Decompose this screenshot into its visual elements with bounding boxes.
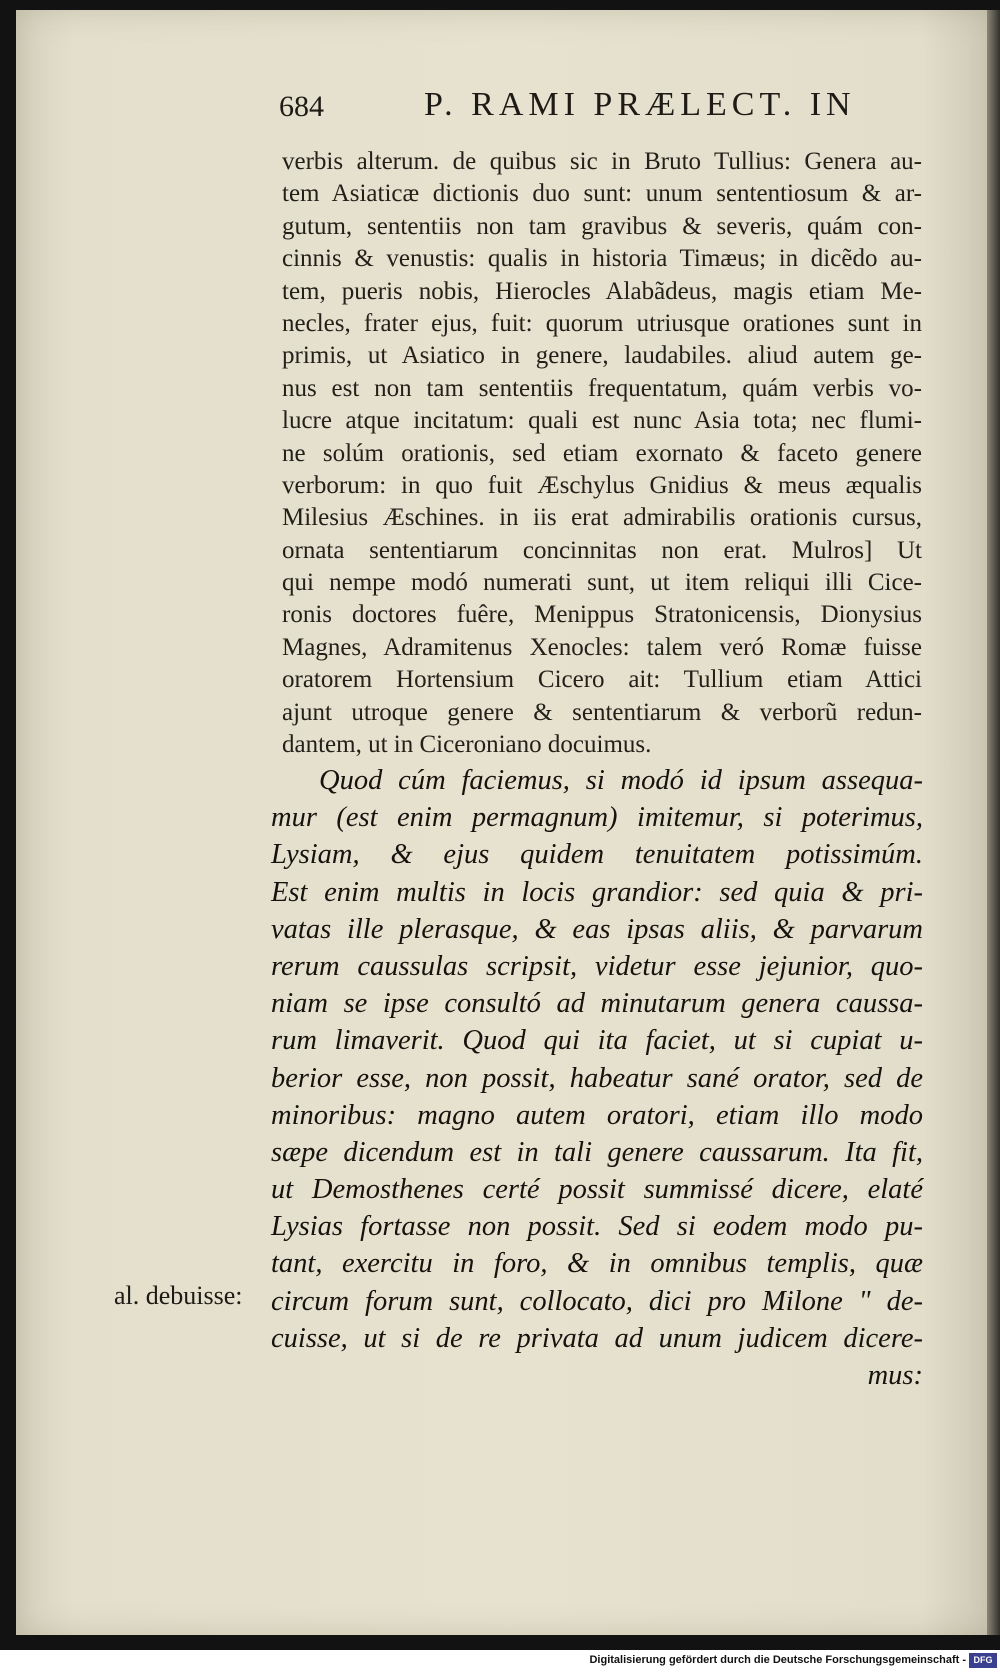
commentary-text — [282, 146, 922, 761]
page-header — [16, 86, 1000, 130]
commentary-line: Milesius Æschines. in iis erat admirabilis orationis cursus, — [282, 504, 922, 532]
dfg-logo: DFG — [969, 1653, 997, 1668]
commentary-line: verbis alterum. de quibus sic in Bruto Tullius: Genera au- — [282, 148, 922, 175]
text-line: Lysiam, & ejus quidem tenuitatem potissimúm. — [271, 839, 923, 871]
commentary-line: ornata sententiarum concinnitas non erat. Mulros] Ut — [282, 536, 922, 564]
text-line: sæpe dicendum est in tali genere caussarum. Ita fit, — [271, 1136, 923, 1168]
text-line: ut Demosthenes certé possit summissé dicere, elaté — [271, 1174, 923, 1206]
text-line: mur (est enim permagnum) imitemur, si poterimus, — [271, 802, 923, 834]
page-number: 684 — [279, 90, 324, 123]
commentary-line: ne solúm orationis, sed etiam exornato & faceto genere — [282, 439, 922, 467]
digitization-footer — [0, 1650, 1000, 1674]
marginal-note: al. debuisse: — [114, 1281, 243, 1310]
text-line: Lysias fortasse non possit. Sed si eodem modo pu- — [271, 1211, 923, 1243]
commentary-line: primis, ut Asiatico in genere, laudabiles. aliud autem ge- — [282, 342, 922, 370]
running-head: P. RAMI PRÆLECT. IN — [424, 86, 856, 123]
text-line: Est enim multis in locis grandior: sed quia & pri- — [271, 876, 923, 908]
text-line: rum limaverit. Quod qui ita faciet, ut si cupiat u- — [271, 1025, 923, 1057]
text-line: vatas ille plerasque, & eas ipsas aliis, & parvarum — [271, 913, 923, 945]
text-line: minoribus: magno autem oratori, etiam illo modo — [271, 1099, 923, 1131]
commentary-line: qui nempe modó numerati sunt, ut item reliqui illi Cice- — [282, 569, 922, 597]
commentary-line: nus est non tam sententiis frequentatum, quám verbis vo- — [282, 374, 922, 402]
main-text — [271, 762, 923, 1394]
text-line: niam se ipse consultó ad minutarum genera caussa- — [271, 988, 923, 1020]
text-line: Quod cúm faciemus, si modó id ipsum assequa- — [319, 765, 923, 796]
text-line: tant, exercitu in foro, & in omnibus templis, quæ — [271, 1248, 923, 1280]
commentary-line: Magnes, Adramitenus Xenocles: talem veró Romæ fuisse — [282, 633, 922, 661]
text-line: circum forum sunt, collocato, dici pro Milone " de- — [271, 1285, 923, 1317]
commentary-line: dantem, ut in Ciceroniano docuimus. — [282, 731, 652, 759]
text-line: cuisse, ut si de re privata ad unum judicem dicere- — [271, 1322, 923, 1354]
book-page — [16, 10, 1000, 1635]
commentary-line: tem, pueris nobis, Hierocles Alabãdeus, magis etiam Me- — [282, 277, 922, 305]
commentary-line: tem Asiaticæ dictionis duo sunt: unum sententiosum & ar- — [282, 180, 922, 208]
commentary-line: ajunt utroque genere & sententiarum & verborũ redun- — [282, 698, 922, 726]
commentary-line: ronis doctores fuêre, Menippus Stratonicensis, Dionysius — [282, 601, 922, 629]
commentary-line: cinnis & venustis: qualis in historia Timæus; in dicẽdo au- — [282, 245, 922, 273]
commentary-line: oratorem Hortensium Cicero ait: Tullium etiam Attici — [282, 666, 922, 694]
commentary-line: lucre atque incitatum: quali est nunc Asia tota; nec flumi- — [282, 407, 922, 435]
commentary-line: necles, frater ejus, fuit: quorum utriusque orationes sunt in — [282, 309, 922, 337]
text-line: rerum caussulas scripsit, videtur esse jejunior, quo- — [271, 950, 923, 982]
commentary-line: gutum, sententiis non tam gravibus & severis, quám con- — [282, 212, 922, 240]
commentary-line: verborum: in quo fuit Æschylus Gnidius & meus æqualis — [282, 471, 922, 499]
text-line: mus: — [867, 1360, 923, 1391]
funding-credit: Digitalisierung gefördert durch die Deutsche Forschungsgemeinschaft - — [589, 1654, 966, 1666]
text-line: berior esse, non possit, habeatur sané orator, sed de — [271, 1062, 923, 1094]
page-gutter-edge — [987, 10, 1000, 1635]
